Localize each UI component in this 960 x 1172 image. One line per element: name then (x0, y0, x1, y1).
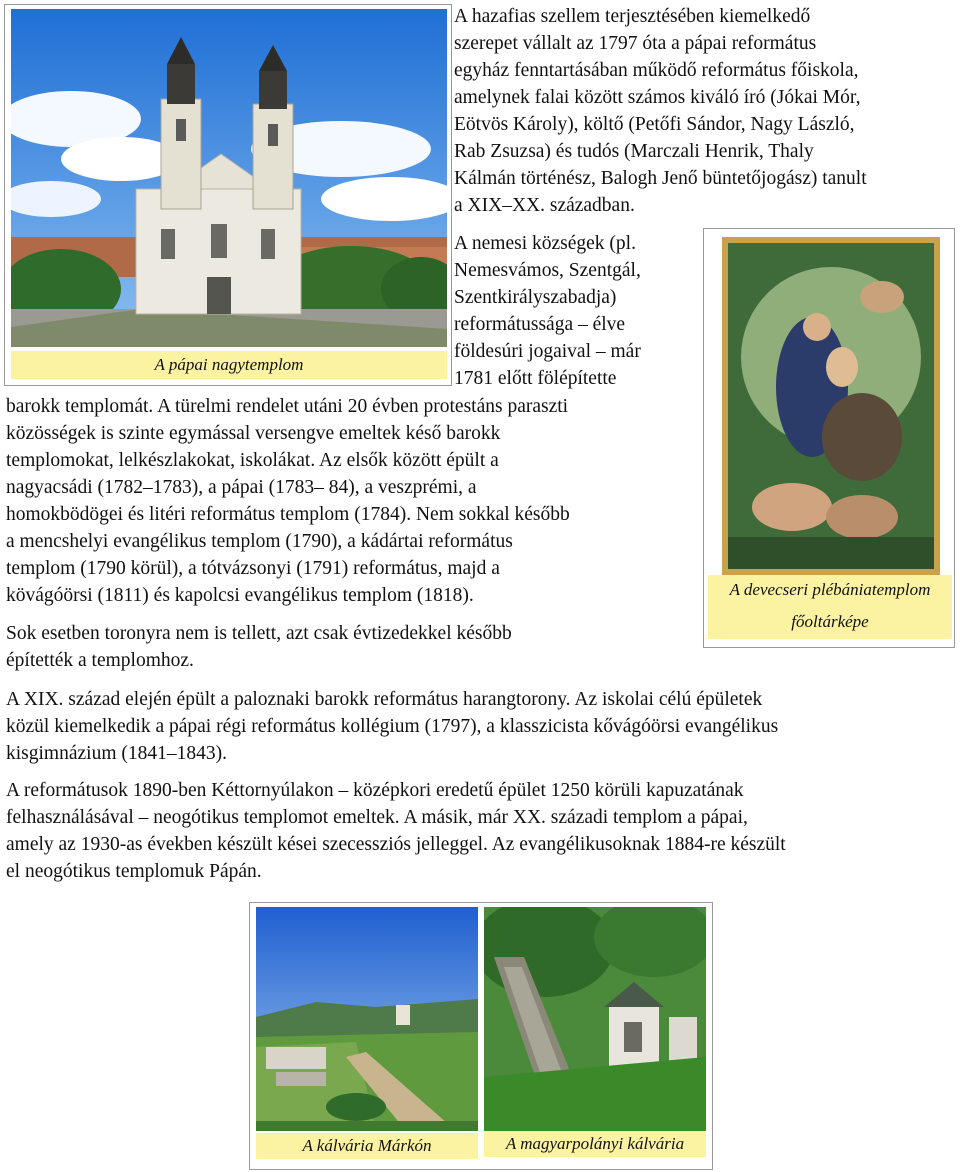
nemesi-line: homokbödögei és litéri református templom (1784). Nem sokkal később (6, 504, 570, 525)
intro-line: Rab Zsuzsa) és tudós (Marczali Henrik, Thaly (454, 141, 814, 162)
tower-line: építették a templomhoz. (6, 650, 194, 671)
nemesi-line: templom (1790 körül), a tótvázsonyi (1791) református, majd a (6, 558, 500, 579)
nemesi-paragraph (454, 230, 641, 392)
church-figure (4, 4, 452, 386)
nemesi-paragraph-continued (6, 393, 570, 609)
intro-line: amelynek falai között számos kiváló író (Jókai Mór, (454, 87, 861, 108)
nemesi-line: nagyacsádi (1782–1783), a pápai (1783– 84), a veszprémi, a (6, 477, 477, 498)
xix-line: kisgimnázium (1841–1843). (6, 743, 227, 764)
nemesi-line: közösségek is szinte egymással versengve emeltek késő barokk (6, 423, 501, 444)
tower-paragraph (6, 620, 512, 674)
xix-line: közül kiemelkedik a pápai régi református kollégium (1797), a klasszicista kővágóörsi evangélikus (6, 716, 779, 737)
painting-caption-line: A devecseri plébániatemplom (729, 580, 931, 599)
intro-line: szerepet vállalt az 1797 óta a pápai református (454, 33, 817, 54)
painting-caption-line: főoltárképe (791, 612, 869, 631)
altarpiece-painting (722, 237, 940, 575)
nemesi-line: reformátussága – élve (454, 314, 626, 335)
nemesi-line: templomokat, lelkészlakokat, iskolákat. Az elsők között épült a (6, 450, 499, 471)
reformed-line: el neogótikus templomuk Pápán. (6, 861, 262, 882)
magyarpolany-calvary-photo (484, 907, 706, 1131)
nemesi-line: a mencshelyi evangélikus templom (1790), a kádártai református (6, 531, 513, 552)
reformed-line: amely az 1930-as években készült kései szecessziós jelleggel. Az evangélikusoknak 1884-re készült (6, 834, 786, 855)
reformed-line: A reformátusok 1890-ben Kéttornyúlakon – középkori eredetű épület 1250 körüli kapuzatának (6, 780, 744, 801)
xix-century-paragraph (6, 686, 778, 767)
intro-line: Kálmán történész, Balogh Jenő büntetőjogász) tanult (454, 168, 867, 189)
intro-line: A hazafias szellem terjesztésében kiemelkedő (454, 6, 811, 27)
nemesi-line: Szentkirályszabadja) (454, 287, 617, 308)
nemesi-line: 1781 előtt fölépítette (454, 368, 617, 389)
magyarpolany-caption: A magyarpolányi kálvária (484, 1131, 706, 1157)
nemesi-line: A nemesi községek (pl. (454, 233, 636, 254)
intro-paragraph (454, 3, 867, 219)
nemesi-line: barokk templomát. A türelmi rendelet utáni 20 évben protestáns paraszti (6, 396, 569, 417)
nemesi-line: Nemesvámos, Szentgál, (454, 260, 641, 281)
church-caption: A pápai nagytemplom (11, 351, 447, 379)
intro-line: Eötvös Károly), költő (Petőfi Sándor, Nagy László, (454, 114, 855, 135)
reformed-paragraph (6, 777, 786, 885)
markon-calvary-photo (256, 907, 478, 1131)
painting-figure (703, 228, 955, 648)
nemesi-line: földesúri jogaival – már (454, 341, 641, 362)
calvary-figures (249, 902, 713, 1170)
nemesi-line: kövágóörsi (1811) és kapolcsi evangélikus templom (1818). (6, 585, 474, 606)
markon-caption: A kálvária Márkón (256, 1133, 478, 1159)
intro-line: a XIX–XX. században. (454, 195, 635, 216)
church-photo (11, 9, 447, 347)
painting-caption (708, 575, 952, 639)
intro-line: egyház fenntartásában működő református főiskola, (454, 60, 859, 81)
xix-line: A XIX. század elején épült a paloznaki barokk református harangtorony. Az iskolai célú épületek (6, 689, 763, 710)
reformed-line: felhasználásával – neogótikus templomot emeltek. A másik, már XX. századi templom a pápai, (6, 807, 748, 828)
tower-line: Sok esetben toronyra nem is tellett, azt csak évtizedekkel később (6, 623, 512, 644)
